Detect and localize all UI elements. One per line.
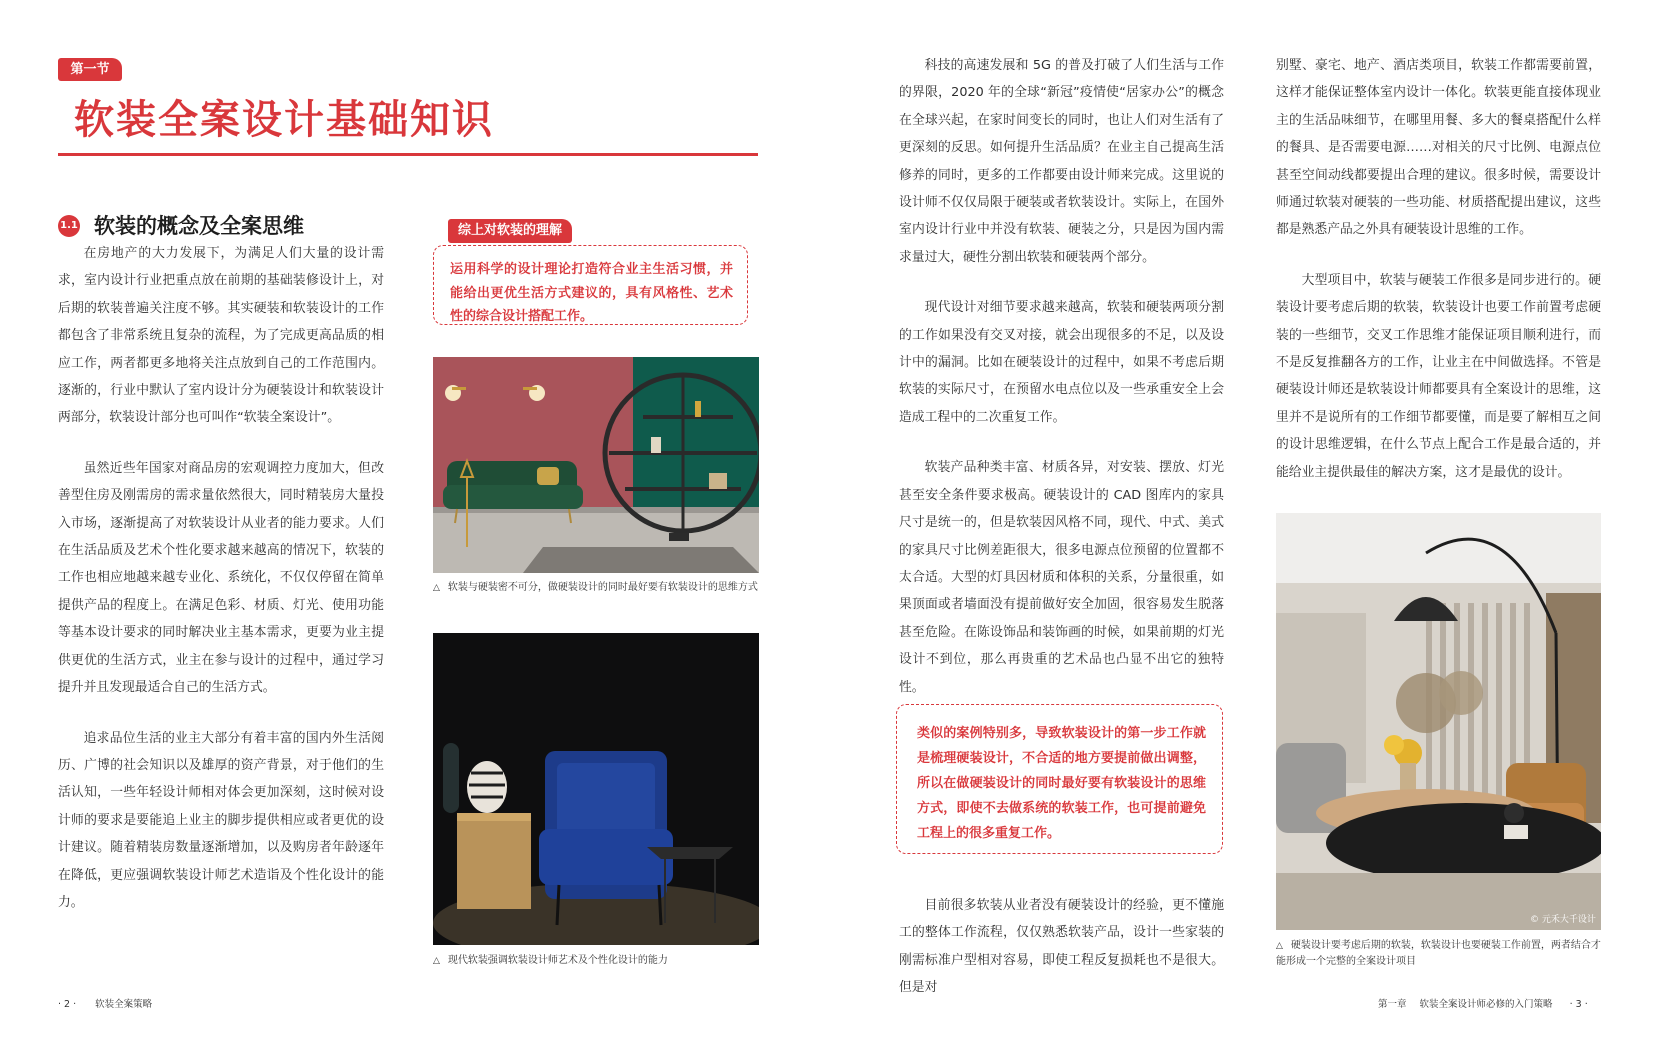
middle-text-column xyxy=(899,52,1224,724)
photo-credit: © 元禾大千设计 xyxy=(1530,915,1596,925)
armchair-illustration xyxy=(433,633,759,945)
page-number: · 3 · xyxy=(1569,999,1588,1010)
paragraph: 虽然近些年国家对商品房的宏观调控力度加大，但改善型住房及刚需房的需求量依然很大，同时精装房大量投入市场，逐渐提高了对软装设计从业者的能力要求。人们在生活品质及艺术个性化要求越来越高的情况下，软装的工作也相应地越来越专业化、系统化，不仅仅停留在简单提供产品的程度上。在满足色彩、材质、灯光、使用功能等基本设计要求的同时解决业主基本需求，更要为业主提供更优的生活方式，业主在参与设计的过程中，通过学习提升并且发现最适合自己的生活方式。 xyxy=(58,460,384,696)
caption-text: 现代软装强调软装设计师艺术及个性化设计的能力 xyxy=(447,955,668,966)
page-number: · 2 · xyxy=(58,999,77,1010)
section-title: 软装的概念及全案思维 xyxy=(94,213,304,238)
interior-illustration xyxy=(1276,513,1601,930)
footer-right xyxy=(1378,998,1588,1012)
triangle-icon: △ xyxy=(433,583,440,593)
paragraph: 现代设计对细节要求越来越高，软装和硬装两项分割的工作如果没有交叉对接，就会出现很多的不足，以及设计中的漏洞。比如在硬装设计的过程中，如果不考虑后期软装的实际尺寸，在预留水电点位以及一些承重安全上会造成工程中的二次重复工作。 xyxy=(899,300,1224,425)
callout-box: 运用科学的设计理论打造符合业主生活习惯，并能给出更优生活方式建议的，具有风格性、艺术性的综合设计搭配工作。 xyxy=(433,245,748,325)
triangle-icon: △ xyxy=(433,956,440,966)
middle-bottom-text xyxy=(899,892,1224,1002)
paragraph: 大型项目中，软装与硬装工作很多是同步进行的。硬装设计要考虑后期的软装，软装设计也要工作前置考虑硬装的一些细节，交叉工作思维才能保证项目顺利进行，而不是反复推翻各方的工作，让业主在中间做选择。不管是硬装设计师还是软装设计师都要具有全案设计的思维，这里并不是说所有的工作细节都要懂，而是要了解相互之间的设计思维逻辑，在什么节点上配合工作是最合适的，并能给业主提供最佳的解决方案，这才是最优的设计。 xyxy=(1276,272,1601,480)
paragraph: 科技的高速发展和 5G 的普及打破了人们生活与工作的界限，2020 年的全球“新冠”疫情使“居家办公”的概念在全球兴起，在家时间变长的同时，也让人们对生活有了更深刻的反思。如何提升生活品质？在业主自己提高生活修养的同时，更多的工作都要由设计师来完成。这里说的设计师不仅仅局限于硬装或者软装设计。实际上，在国外室内设计行业中并没有软装、硬装之分，只是因为国内需求量过大，硬性分割出软装和硬装两个部分。 xyxy=(899,58,1224,265)
footer-chapter: 第一章 xyxy=(1378,999,1407,1010)
footer-title: 软装全案设计师必修的入门策略 xyxy=(1419,999,1553,1010)
triangle-icon: △ xyxy=(1276,941,1283,951)
paragraph: 追求品位生活的业主大部分有着丰富的国内外生活阅历、广博的社会知识以及雄厚的资产背景，对于他们的生活认知，一些年轻设计师相对体会更加深刻，这时候对设计师的要求是要能追上业主的脚步提供相应或者更优的设计建议。随着精装房数量逐渐增加，以及购房者年龄逐年在降低，更应强调软装设计师艺术造诣及个性化设计的能力。 xyxy=(58,730,384,910)
left-text-column xyxy=(58,240,384,939)
paragraph: 软装产品种类丰富、材质各异，对安装、摆放、灯光甚至安全条件要求极高。硬装设计的 CAD 图库内的家具尺寸是统一的，但是软装因风格不同，现代、中式、美式的家具尺寸比例差距很大，很多电源点位预留的位置都不太合适。大型的灯具因材质和体积的关系，分量很重，如果顶面或者墙面没有提前做好安全加固，很容易发生脱落甚至危险。在陈设饰品和装饰画的时候，如果前期的灯光设计不到位，那么再贵重的艺术品也凸显不出它的独特性。 xyxy=(899,460,1224,695)
footer-left xyxy=(58,998,152,1012)
caption-text: 软装与硬装密不可分，做硬装设计的同时最好要有软装设计的思维方式 xyxy=(447,582,758,593)
image-caption xyxy=(433,953,773,969)
living-room-illustration xyxy=(433,357,759,573)
right-text-column xyxy=(1276,52,1601,509)
paragraph: 别墅、豪宅、地产、酒店类项目，软装工作都需要前置，这样才能保证整体室内设计一体化。软装更能直接体现业主的生活品味细节，在哪里用餐、多大的餐桌搭配什么样的餐具、是否需要电源……对相关的尺寸比例、电源点位甚至空间动线都要提出合理的建议。很多时候，需要设计师通过软装对硬装的一些功能、材质搭配提出建议，这些都是熟悉产品之外具有硬装设计思维的工作。 xyxy=(1276,58,1601,238)
callout-label: 综上对软装的理解 xyxy=(448,219,572,243)
callout-box: 类似的案例特别多，导致软装设计的第一步工作就是梳理硬装设计，不合适的地方要提前做出调整，所以在做硬装设计的同时最好要有软装设计的思维方式，即使不去做系统的软装工作，也可提前避免工程上的很多重复工作。 xyxy=(896,704,1223,854)
footer-title: 软装全案策略 xyxy=(95,999,153,1010)
section-badge: 第一节 xyxy=(58,58,122,81)
page-title: 软装全案设计基础知识 xyxy=(74,97,494,143)
caption-text: 硬装设计要考虑后期的软装，软装设计也要硬装工作前置，两者结合才能形成一个完整的全案设计项目 xyxy=(1276,940,1601,967)
armchair-photo xyxy=(433,633,759,945)
section-number-badge: 1.1 xyxy=(58,215,80,237)
living-room-photo xyxy=(433,357,759,573)
paragraph: 在房地产的大力发展下，为满足人们大量的设计需求，室内设计行业把重点放在前期的基础装修设计上，对后期的软装普遍关注度不够。其实硬装和软装设计的工作都包含了非常系统且复杂的流程，为了完成更高品质的相应工作，两者都更多地将关注点放到自己的工作范围内。逐渐的，行业中默认了室内设计分为硬装设计和软装设计两部分，软装设计部分也可叫作“软装全案设计”。 xyxy=(58,246,384,426)
interior-photo xyxy=(1276,513,1601,930)
image-caption xyxy=(1276,938,1606,970)
title-divider xyxy=(58,153,758,156)
image-caption xyxy=(433,580,773,596)
paragraph: 目前很多软装从业者没有硬装设计的经验，更不懂施工的整体工作流程，仅仅熟悉软装产品，设计一些家装的刚需标准户型相对容易，即使工程反复损耗也不是很大。但是对 xyxy=(899,898,1224,996)
